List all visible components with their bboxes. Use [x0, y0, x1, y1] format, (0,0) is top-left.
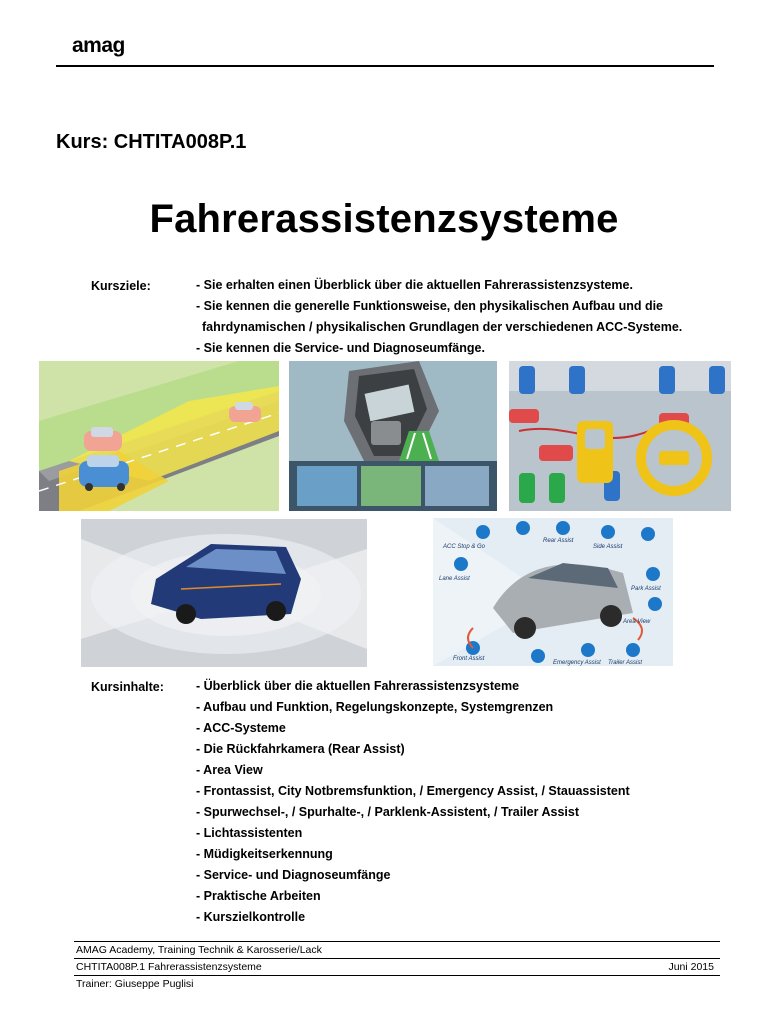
footer-date: Juni 2015: [668, 961, 714, 973]
lane-assist-illustration: [39, 361, 279, 511]
content-item: - Service- und Diagnoseumfänge: [196, 868, 391, 882]
content-item: - Aufbau und Funktion, Regelungskonzepte, Systemgrenzen: [196, 700, 554, 714]
content-item: - Frontassist, City Notbremsfunktion, / Emergency Assist, / Stauassistent: [196, 784, 630, 798]
park-assist-label: Park Assist: [631, 586, 661, 592]
sensor-car-illustration: [81, 519, 367, 667]
content-item: - Lichtassistenten: [196, 826, 303, 840]
area-view-label: Area View: [623, 619, 651, 625]
course-code: Kurs: CHTITA008P.1: [56, 131, 247, 153]
contents-label: Kursinhalte:: [91, 680, 164, 694]
trailer-assist-label: Trailer Assist: [608, 660, 643, 666]
camera-module-illustration: [289, 361, 497, 511]
content-item: - Überblick über die aktuellen Fahrerassistenzsysteme: [196, 679, 520, 693]
goal-item: - Sie erhalten einen Überblick über die aktuellen Fahrerassistenzsysteme.: [196, 278, 633, 292]
content-item: - Praktische Arbeiten: [196, 889, 321, 903]
content-item: - ACC-Systeme: [196, 721, 286, 735]
emergency-assist-label: Emergency Assist: [553, 660, 601, 666]
goal-item: - Sie kennen die Service- und Diagnoseumfänge.: [196, 341, 485, 355]
content-item: - Die Rückfahrkamera (Rear Assist): [196, 742, 405, 756]
header-divider: [56, 65, 714, 67]
content-item: - Kurszielkontrolle: [196, 910, 306, 924]
footer-course: CHTITA008P.1 Fahrerassistenzsysteme: [76, 961, 262, 973]
footer: [74, 941, 720, 992]
footer-trainer: Trainer: Giuseppe Puglisi: [74, 975, 720, 992]
content-item: - Müdigkeitserkennung: [196, 847, 333, 861]
goals-list: [196, 275, 682, 359]
goals-label: Kursziele:: [91, 279, 151, 293]
side-assist-label: Side Assist: [593, 544, 623, 550]
page-title: Fahrerassistenzsysteme: [149, 197, 619, 241]
content-item: - Spurwechsel-, / Spurhalte-, / Parklenk-Assistent, / Trailer Assist: [196, 805, 579, 819]
footer-course-row: [74, 958, 720, 975]
assist-overview-illustration: [433, 518, 673, 666]
footer-organization: AMAG Academy, Training Technik & Karosserie/Lack: [74, 941, 720, 958]
content-item: - Area View: [196, 763, 263, 777]
goal-item: - Sie kennen die generelle Funktionsweise, den physikalischen Aufbau und die: [196, 299, 664, 313]
acc-label: ACC Stop & Go: [443, 544, 486, 550]
rear-assist-label: Rear Assist: [543, 538, 574, 544]
amag-logo: amag: [72, 34, 125, 57]
front-assist-label: Front Assist: [453, 656, 485, 662]
park-assist-illustration: [509, 361, 731, 511]
lane-assist-label: Lane Assist: [439, 576, 470, 582]
contents-list: [196, 676, 630, 928]
goal-item: fahrdynamischen / physikalischen Grundlagen der verschiedenen ACC-Systeme.: [202, 320, 683, 334]
